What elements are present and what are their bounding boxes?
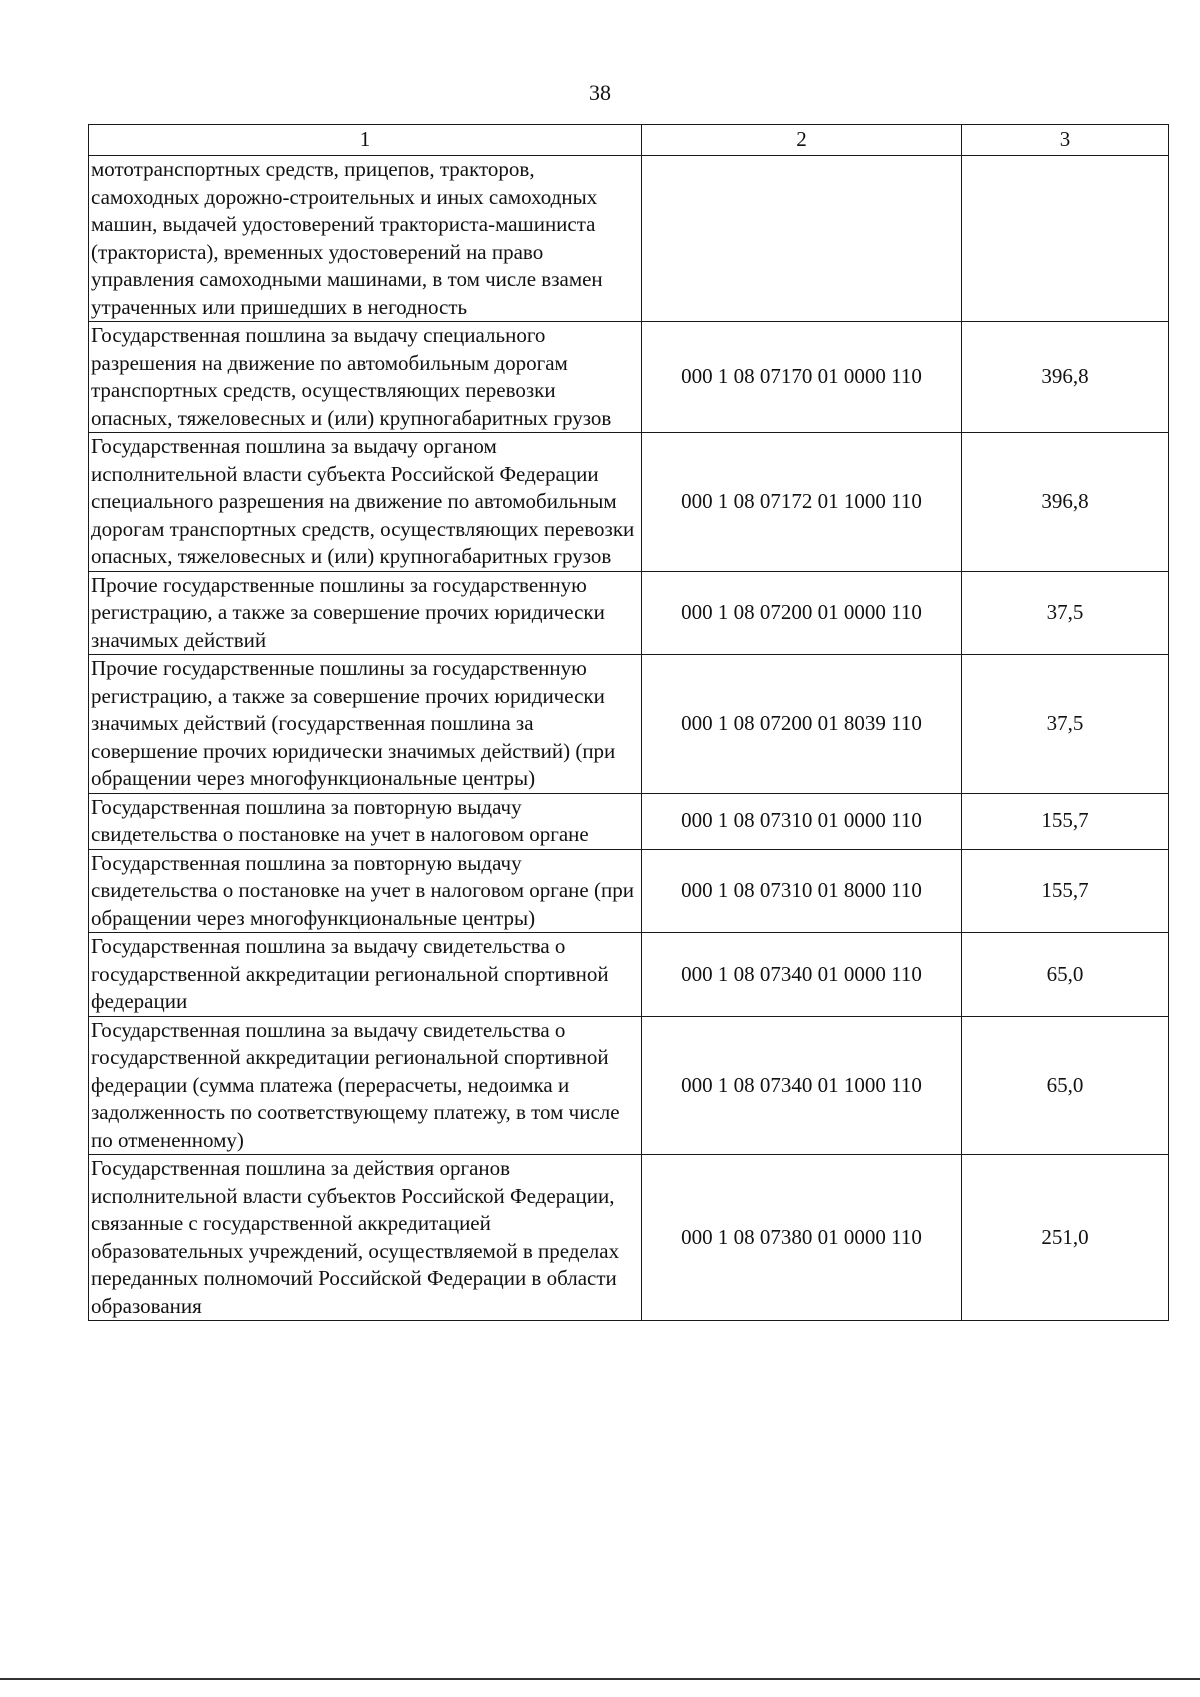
row-amount: 37,5	[962, 655, 1169, 794]
row-description: Государственная пошлина за повторную выдачу свидетельства о постановке на учет в налоговом органе	[89, 793, 642, 849]
row-amount	[962, 156, 1169, 322]
row-amount: 251,0	[962, 1155, 1169, 1321]
row-description: Государственная пошлина за выдачу свидетельства о государственной аккредитации региональной спортивной федерации (сумма платежа (перерасчеты, недоимка и задолженность по соответствующему платежу, в том числе по отмененному)	[89, 1016, 642, 1155]
column-header-2: 2	[642, 125, 962, 156]
row-code: 000 1 08 07310 01 8000 110	[642, 849, 962, 933]
fee-table	[88, 124, 1169, 1321]
row-description: Государственная пошлина за выдачу специального разрешения на движение по автомобильным дорогам транспортных средств, осуществляющих перевозки опасных, тяжеловесных и (или) крупногабаритных грузов	[89, 322, 642, 433]
table-row	[89, 433, 1169, 572]
table-row	[89, 156, 1169, 322]
table-header-row	[89, 125, 1169, 156]
page-bottom-rule	[0, 1678, 1200, 1680]
row-description: мототранспортных средств, прицепов, тракторов, самоходных дорожно-строительных и иных самоходных машин, выдачей удостоверений тракториста-машиниста (тракториста), временных удостоверений на право управления самоходными машинами, в том числе взамен утраченных или пришедших в негодность	[89, 156, 642, 322]
row-description: Государственная пошлина за выдачу свидетельства о государственной аккредитации региональной спортивной федерации	[89, 933, 642, 1017]
row-code: 000 1 08 07200 01 8039 110	[642, 655, 962, 794]
row-code: 000 1 08 07200 01 0000 110	[642, 571, 962, 655]
row-amount: 65,0	[962, 933, 1169, 1017]
row-code: 000 1 08 07310 01 0000 110	[642, 793, 962, 849]
table-row	[89, 849, 1169, 933]
row-amount: 37,5	[962, 571, 1169, 655]
row-description: Государственная пошлина за выдачу органом исполнительной власти субъекта Российской Федерации специального разрешения на движение по автомобильным дорогам транспортных средств, осуществляющих перевозки опасных, тяжеловесных и (или) крупногабаритных грузов	[89, 433, 642, 572]
row-code: 000 1 08 07172 01 1000 110	[642, 433, 962, 572]
table-row	[89, 655, 1169, 794]
row-description: Прочие государственные пошлины за государственную регистрацию, а также за совершение прочих юридически значимых действий (государственная пошлина за совершение прочих юридически значимых действий) (при обращении через многофункциональные центры)	[89, 655, 642, 794]
column-header-1: 1	[89, 125, 642, 156]
row-code	[642, 156, 962, 322]
row-code: 000 1 08 07340 01 0000 110	[642, 933, 962, 1017]
row-description: Государственная пошлина за действия органов исполнительной власти субъектов Российской Федерации, связанные с государственной аккредитацией образовательных учреждений, осуществляемой в пределах переданных полномочий Российской Федерации в области образования	[89, 1155, 642, 1321]
row-amount: 155,7	[962, 849, 1169, 933]
row-amount: 155,7	[962, 793, 1169, 849]
row-code: 000 1 08 07340 01 1000 110	[642, 1016, 962, 1155]
table-row	[89, 322, 1169, 433]
row-description: Государственная пошлина за повторную выдачу свидетельства о постановке на учет в налоговом органе (при обращении через многофункциональные центры)	[89, 849, 642, 933]
column-header-3: 3	[962, 125, 1169, 156]
table-row	[89, 1016, 1169, 1155]
table-row	[89, 933, 1169, 1017]
row-code: 000 1 08 07380 01 0000 110	[642, 1155, 962, 1321]
row-description: Прочие государственные пошлины за государственную регистрацию, а также за совершение прочих юридически значимых действий	[89, 571, 642, 655]
row-code: 000 1 08 07170 01 0000 110	[642, 322, 962, 433]
page-number: 38	[589, 80, 611, 105]
table-row	[89, 1155, 1169, 1321]
row-amount: 396,8	[962, 322, 1169, 433]
row-amount: 396,8	[962, 433, 1169, 572]
table-row	[89, 571, 1169, 655]
row-amount: 65,0	[962, 1016, 1169, 1155]
table-row	[89, 793, 1169, 849]
